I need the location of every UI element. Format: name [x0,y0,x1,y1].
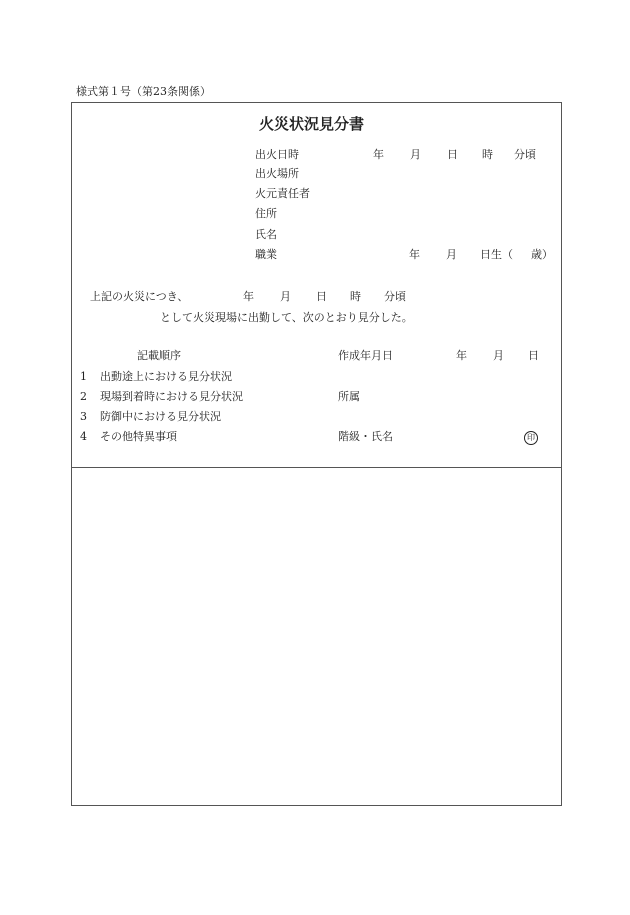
rank-name-label: 階級・氏名 [338,430,393,443]
statement-year-unit: 年 [243,290,254,303]
fire-month-unit: 月 [410,148,421,161]
page-title: 火災状況見分書 [259,115,365,133]
seal-mark: 印 [524,431,538,445]
order-item-number: 1 [80,370,87,383]
occupation-label: 職業 [255,248,277,261]
order-item: 現場到着時における見分状況 [100,390,243,403]
form-caption: 様式第１号（第23条関係） [76,85,211,98]
statement-line2: として火災現場に出勤して、次のとおり見分した。 [160,311,413,324]
statement-hour-unit: 時 [350,290,361,303]
age-unit: 歳） [531,248,553,261]
fire-day-unit: 日 [447,148,458,161]
statement-day-unit: 日 [316,290,327,303]
order-item: 出動途上における見分状況 [100,370,232,383]
section-divider [71,467,562,468]
order-item: その他特異事項 [100,430,177,443]
statement-line1: 上記の火災につき、 [90,290,189,303]
created-date-label: 作成年月日 [338,349,393,362]
affiliation-label: 所属 [338,390,360,403]
created-day-unit: 日 [528,349,539,362]
birth-day-unit: 日生（ [480,248,513,261]
order-heading: 記載順序 [137,349,181,362]
order-item-number: 2 [80,390,87,403]
order-item-number: 3 [80,410,87,423]
fire-minute-unit: 分頃 [514,148,536,161]
address-label: 住所 [255,207,277,220]
seal-icon [524,430,538,445]
fire-datetime-label: 出火日時 [255,148,299,161]
birth-month-unit: 月 [446,248,457,261]
created-month-unit: 月 [493,349,504,362]
fire-location-label: 出火場所 [255,167,299,180]
fire-year-unit: 年 [373,148,384,161]
observation-record-area [72,469,561,804]
birth-year-unit: 年 [409,248,420,261]
responsible-person-label: 火元責任者 [255,187,310,200]
name-label: 氏名 [255,228,277,241]
statement-month-unit: 月 [280,290,291,303]
fire-hour-unit: 時 [482,148,493,161]
created-year-unit: 年 [456,349,467,362]
order-item-number: 4 [80,430,87,443]
order-item: 防御中における見分状況 [100,410,221,423]
statement-minute-unit: 分頃 [384,290,406,303]
